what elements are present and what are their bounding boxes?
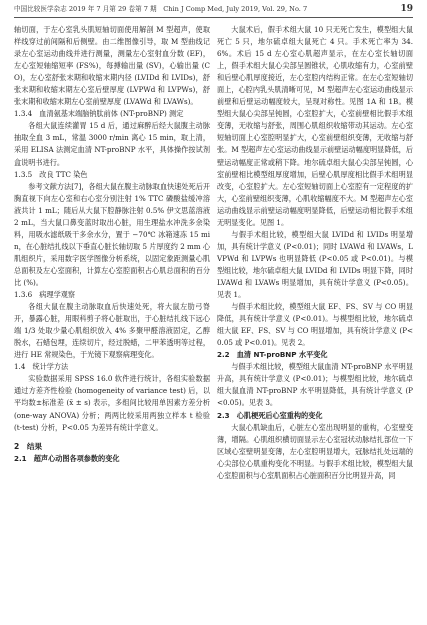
right-column [217, 24, 413, 482]
running-header [14, 5, 413, 14]
section-heading: 2.1 超声心动图各项参数的变化 [14, 453, 120, 463]
section-heading: 2.2 血清 NT-proBNP 水平变化 [217, 350, 328, 360]
page-number: 19 [400, 4, 413, 14]
subsection-heading: 1.3.5 改良 TTC 染色 [14, 169, 88, 179]
paragraph: 各组大鼠在腹主动脉取血后快速处死，将大鼠左肋弓脊开，暴露心脏，用眼科剪子将心脏取出，于心脏结扎线下远心端 1/3 处取少量心肌组织放入 4% 多聚甲醛溶液固定，乙醇脱水，石蜡包埋，连续切片，经过脱蜡，二甲苯透明等过程，进行 HE 常规染色，于光镜下观察病理变化。 [14, 302, 210, 360]
paragraph: 大鼠心肌缺血后，心脏左心室出现明显的重构，心室壁变薄，增隔。心肌组织横切面显示左心室冠状动脉结扎部位一下区域心室壁明显变薄，左心室腔明显增大，冠脉结扎处远端的心尖部位心肌重构变化不明显。与假手术组比较，模型组大鼠心室腔面积与心室肌面积占心脏面积百分比明显升高，同 [217, 422, 413, 480]
paragraph: 与假手术组比较，模型组大鼠 EF、FS、SV 与 CO 明显降低，具有统计学意义 (P<0.01)。与模型组比较，地尔硫卓组大鼠 EF、FS、SV 与 CO 明显增加，具有统计学意义 (P<0.05 或 P<0.01)。见表 2。 [217, 302, 413, 348]
section-heading: 2 结果 [14, 441, 43, 451]
paragraph: 轴切面，于左心室乳头肌短轴切面使用解剖 M 型超声，使取样线穿过前间隔和后侧壁。由二维图像引导，取 M 型曲线记录左心室运动曲线并进行测量，测量左心室射血分数 (EF)，左心室短轴缩短率 (FS%)，每搏输出量 (SV)，心输出量 (CO)，左心室舒张末期和收缩末期内径 (LVIDd 和 LVIDs)，舒张末期和收缩末期左心室后壁厚度 (LVPWd 和 LVPWs)，舒张末期和收缩末期左心室前壁厚度 (LVAWd 和 LVAWs)。 [14, 25, 210, 107]
subsection-heading: 1.4 统计学方法 [14, 362, 69, 372]
subsection-heading: 1.3.4 血清氨基末端脑钠肽前体 (NT-proBNP) 测定 [14, 109, 184, 119]
paragraph: 与假手术组比较，模型组大鼠 LVIDd 和 LVIDs 明显增加，具有统计学意义 (P<0.01)；同时 LVAWd 和 LVAWs，LVPWd 和 LVPWs 也明显降低 (P<0.05 或 P<0.01)。与模型组比较，地尔硫卓组大鼠 LVIDd 和 LVIDs 明显下降，同时 LVAWd 和 LVAWs 明显增加，具有统计学意义 (P<0.05)。见表 1。 [217, 229, 413, 300]
journal-citation: 中国比较医学杂志 2019 年 7 月第 29 卷第 7 期 Chin J Comp Med, July 2019, Vol. 29, No. 7 [14, 5, 308, 13]
paragraph: 大鼠术后，假手术组大鼠 10 只无死亡发生，模型组大鼠死亡 5 只，地尔硫卓组大鼠死亡 4 只。手术死亡率为 34.6%。术后 15 d 左心室心肌超声显示，在左心室长轴切面上，假手术组大鼠心尖部呈圆锥状，心肌收缩有力，心室前壁和后壁心肌厚度接近，左心室腔内结构正常。在左心室短轴切面上，心腔内乳头肌清晰可见，M 型超声左心室运动曲线显示前壁和后壁运动幅度较大，呈现对称性。见图 1A 和 1B。模型组大鼠心尖部呈钝圆，心室腔扩大，心室前壁相比假手术组变薄，无收缩与舒张，周围心肌组织收缩带动其运动。左心室短轴切面上心室腔明显扩大，心室前壁组织变薄，无收缩与舒张。M 型超声左心室运动曲线显示前壁运动幅度明显降低，后壁运动幅度正常或稍下降。地尔硫卓组大鼠心尖部呈钝圆，心室前壁相比模型组厚度增加，后壁心肌厚度相比假手术组明显改变，心室腔扩大。左心室短轴切面上心室腔有一定程度的扩大，心室前壁组织变薄，心肌收缩幅度不大。M 型超声左心室运动曲线显示前壁运动幅度明显降低，后壁运动相比假手术组无明显变化。见图 1。 [217, 25, 413, 227]
section-heading: 2.3 心肌梗死后心室重构的变化 [217, 410, 323, 420]
subsection-heading: 1.3.6 病理学观察 [14, 290, 76, 300]
paragraph: 与假手术组比较，模型组大鼠血清 NT-proBNP 水平明显升高，具有统计学意义 (P<0.01)；与模型组比较，地尔硫卓组大鼠血清 NT-proBNP 水平明显降低，具有统计学意义 (P<0.05)。见表 3。 [217, 362, 413, 408]
paragraph: 各组大鼠连续灌胃 15 d 后，通过麻醉后经大鼠腹主动脉抽取全血 3 mL，常温 3000 r/min 离心 15 min，取上清，采用 ELISA 法测定血清 NT-proBNP 水平，具体操作按试剂盒说明书进行。 [14, 121, 210, 167]
paragraph: 实验数据采用 SPSS 16.0 软件进行统计，各组实验数据通过方差齐性检验 (homogeneity of variance test) 后，以平均数±标准差 (x̄ ± s) 表示，多组间比较用单因素方差分析 (one-way ANOVA) 分析；两两比较采用两独立样本 t 检验 (t-test) 分析，P<0.05 为差异有统计学意义。 [14, 374, 210, 432]
paragraph: 参考文献方法[7]，各组大鼠在腹主动脉取血快速处死后开胸直视下向左心室和右心室分别注射 1% TTC 磷酸盐缓冲溶液共计 1 mL；随后从大鼠下腔静脉注射 0.5% 伊文思蓝溶液 2 mL，当大鼠口鼻变蓝时取出心脏，用生理盐水冲洗多余染料，用吸水滤纸吸干多余水分，置于 −70℃ 冰箱速冻 15 min，在心脏结扎线以下垂直心脏长轴切取 5 片厚度约 2 mm 心肌组织片，采用数字医学图像分析系统，以固定象距测量心肌总面积及左心室面积，计算左心室腔面积占心肌总面积的百分比 (%)。 [14, 181, 210, 287]
header-rule [14, 17, 413, 18]
left-column [14, 24, 210, 465]
